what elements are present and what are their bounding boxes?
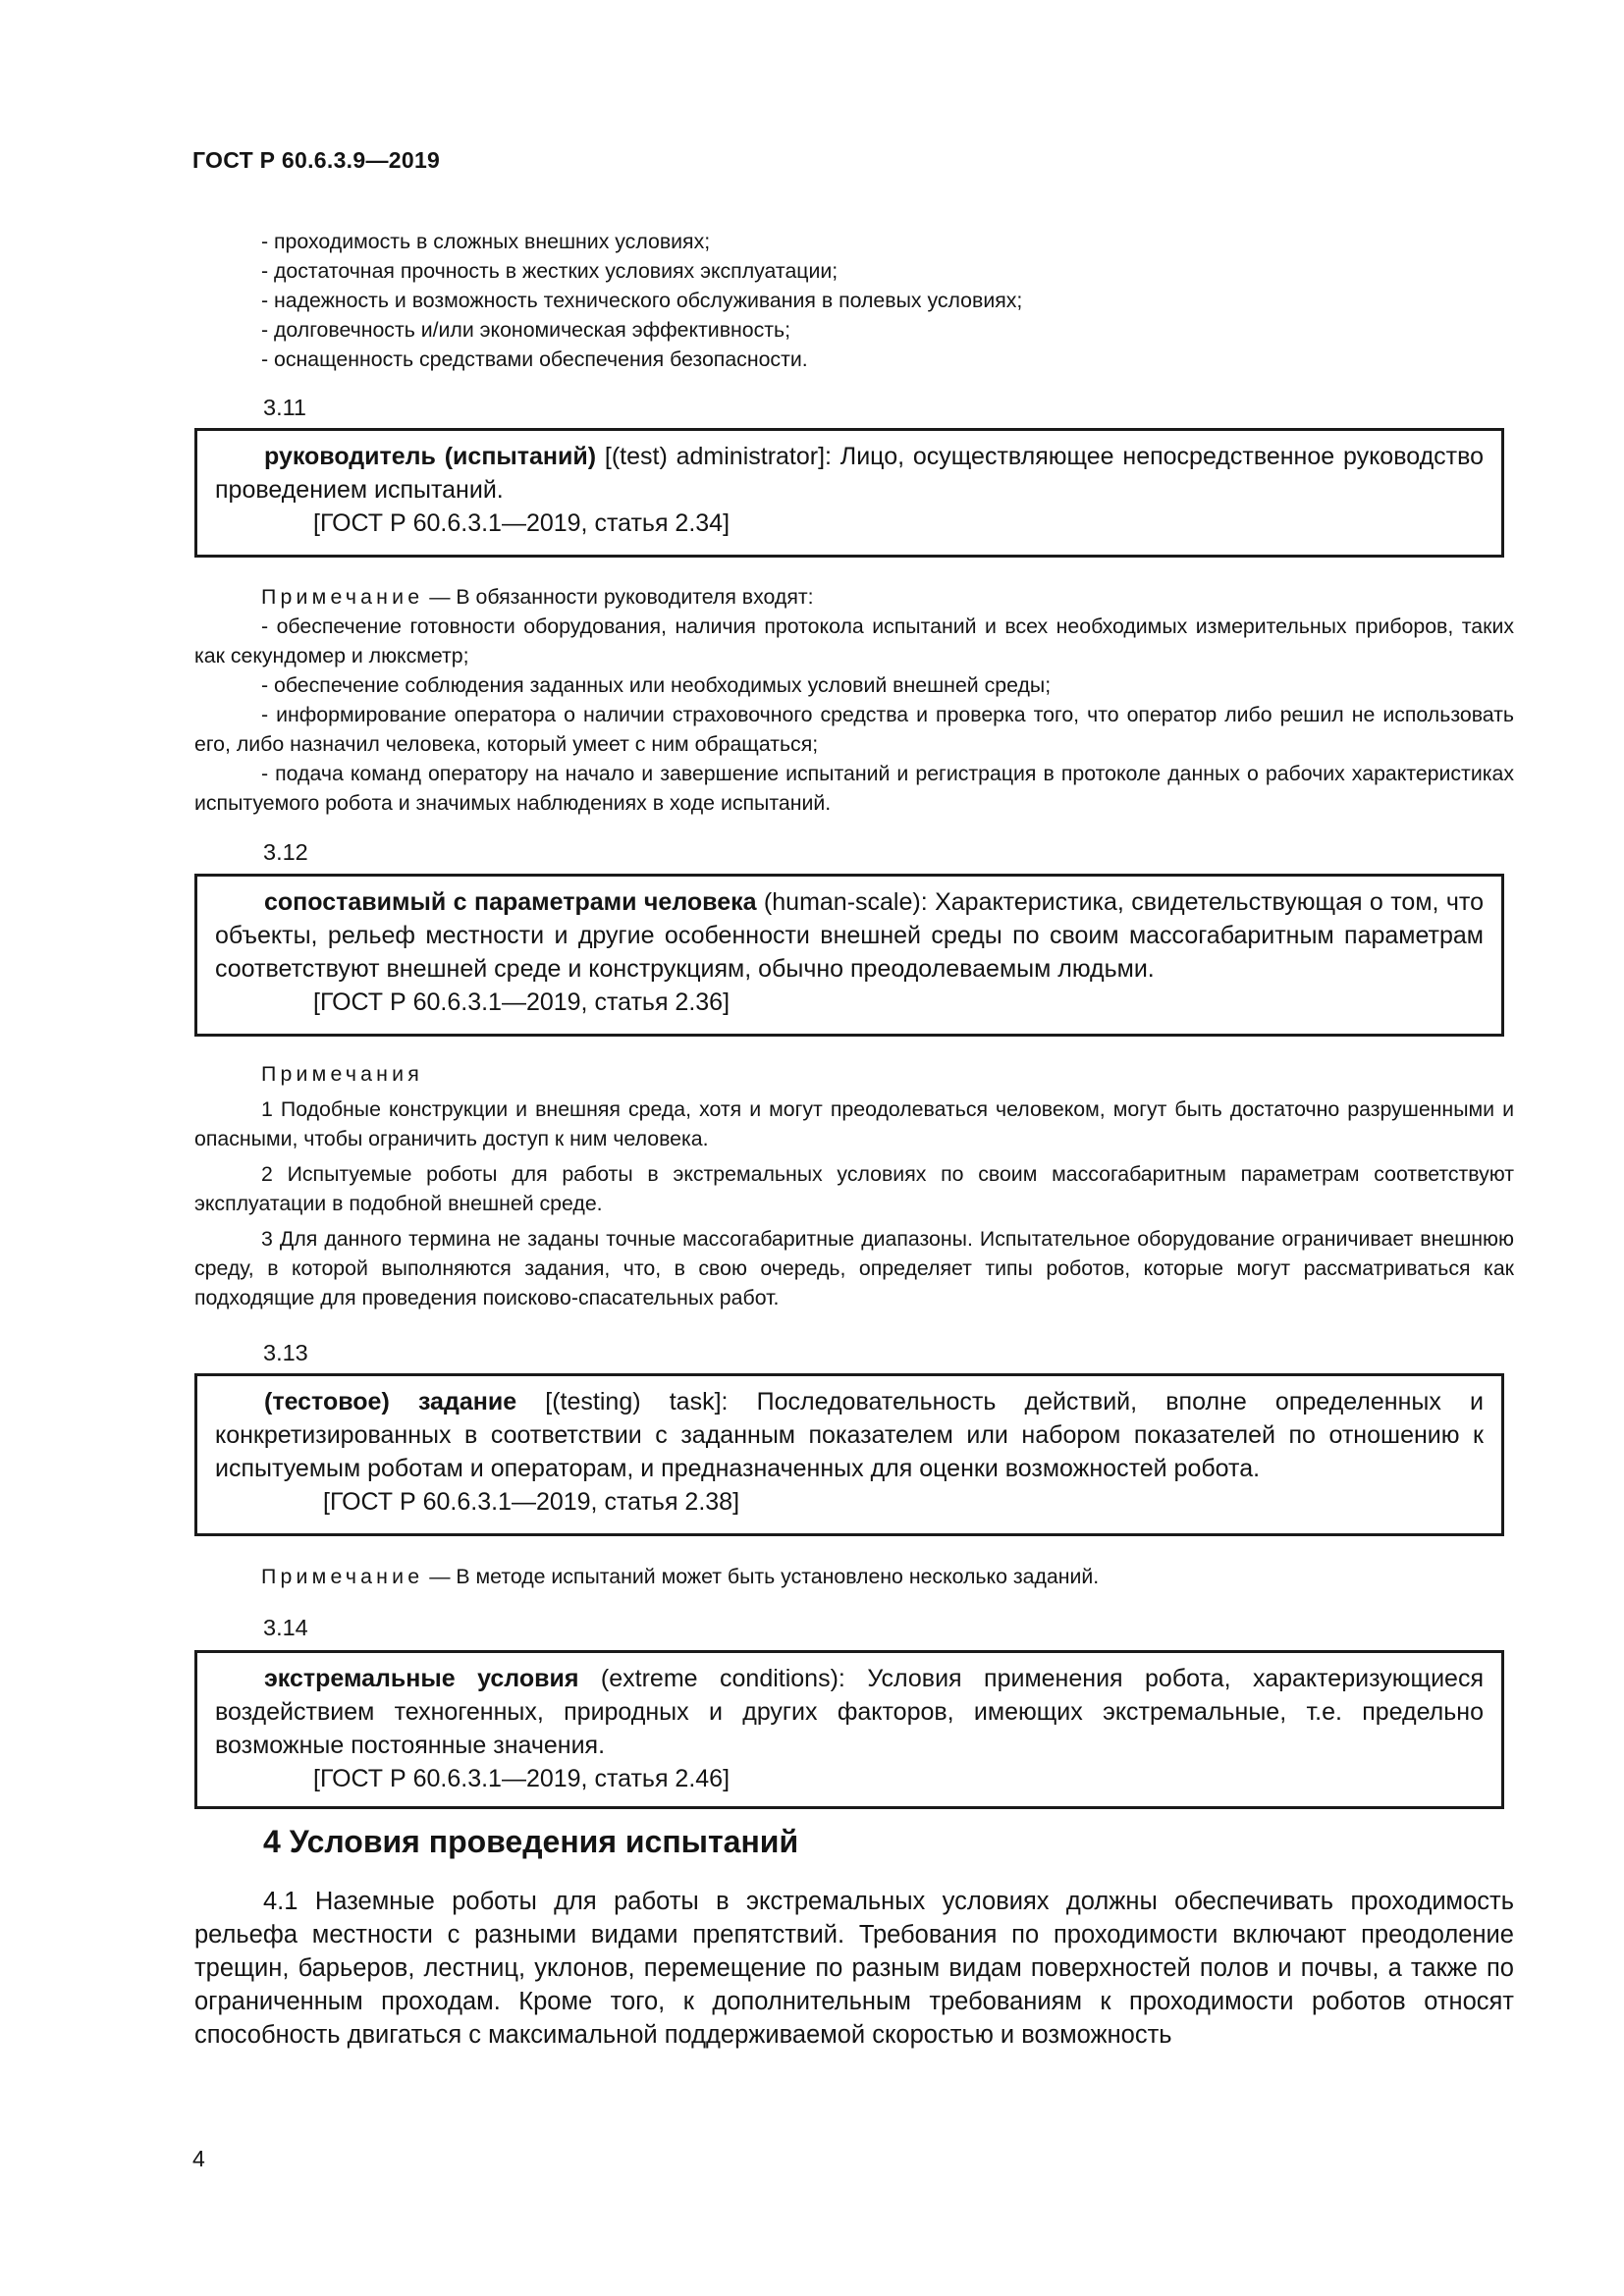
term-name: экстремальные условия (264, 1665, 579, 1692)
term-box-3-11 (194, 428, 1504, 558)
term-name: руководитель (испытаний) (264, 443, 597, 470)
note-item: 2 Испытуемые роботы для работы в экстремальных условиях по своим массогабаритным параметрам соответствуют эксплуатации в подобной внешней среде. (194, 1162, 1514, 1215)
term-source: [ГОСТ Р 60.6.3.1—2019, статья 2.36] (313, 988, 731, 1016)
list-item: - достаточная прочность в жестких условиях эксплуатации; (261, 259, 839, 283)
section-heading: 4 Условия проведения испытаний (263, 1824, 799, 1859)
note-text: — В обязанности руководителя входят: (423, 585, 814, 609)
term-definition: (extreme conditions): Условия применения робота, характеризующиеся воздействием техногенных, природных и других факторов, имеющих экстремальные, т.е. предельно возможные постоянные значения. (215, 1665, 1484, 1759)
term-source: [ГОСТ Р 60.6.3.1—2019, статья 2.34] (313, 509, 731, 537)
page-number: 4 (192, 2146, 205, 2171)
term-definition: [(testing) task]: Последовательность действий, вполне определенных и конкретизированных в соответствии с заданным показателем или набором показателей по отношению к испытуемым роботам и операторам, и предназначенных для оценки возможностей робота. (215, 1388, 1484, 1482)
term-name: (тестовое) задание (264, 1388, 517, 1415)
note-item: 3 Для данного термина не заданы точные массогабаритные диапазоны. Испытательное оборудование ограничивает внешнюю среду, в которой выполняются задания, что, в свою очередь, определяет типы роботов, которые могут рассматриваться как подходящие для проведения поисково-спасательных работ. (194, 1227, 1514, 1309)
list-item: - подача команд оператору на начало и завершение испытаний и регистрация в протоколе данных о рабочих характеристиках испытуемого робота и значимых наблюдениях в ходе испытаний. (194, 762, 1514, 815)
term-source: [ГОСТ Р 60.6.3.1—2019, статья 2.38] (323, 1488, 740, 1516)
list-item: - обеспечение готовности оборудования, наличия протокола испытаний и всех необходимых измерительных приборов, таких как секундомер и люксметр; (194, 614, 1514, 667)
term-number: 3.14 (263, 1615, 308, 1640)
document-header: ГОСТ Р 60.6.3.9—2019 (192, 147, 441, 173)
term-box-3-13 (194, 1373, 1504, 1536)
list-item: - долговечность и/или экономическая эффективность; (261, 318, 791, 342)
list-item: - информирование оператора о наличии страховочного средства и проверка того, что оператор либо решил не использовать его, либо назначил человека, который умеет с ним обращаться; (194, 703, 1514, 756)
term-box-3-12 (194, 874, 1504, 1037)
term-definition: [(test) administrator]: Лицо, осуществляющее непосредственное руководство проведением испытаний. (215, 443, 1485, 504)
note-3-13 (194, 1562, 1514, 1591)
note-3-12 (194, 1059, 1514, 1312)
term-definition: (human-scale): Характеристика, свидетельствующая о том, что объекты, рельеф местности и другие особенности внешней среды по своим массогабаритным параметрам соответствуют внешней среде и конструкциям, обычно преодолеваемым людьми. (215, 888, 1484, 983)
note-text: — В методе испытаний может быть установлено несколько заданий. (423, 1565, 1100, 1588)
list-item: - проходимость в сложных внешних условиях; (261, 230, 711, 253)
term-number: 3.13 (263, 1340, 308, 1365)
list-item: - оснащенность средствами обеспечения безопасности. (261, 347, 808, 371)
term-box-3-14 (194, 1650, 1504, 1809)
note-item: 1 Подобные конструкции и внешняя среда, хотя и могут преодолеваться человеком, могут быть достаточно разрушенными и опасными, чтобы ограничить доступ к ним человека. (194, 1097, 1514, 1150)
term-number: 3.11 (263, 395, 306, 420)
term-name: сопоставимый с параметрами человека (264, 888, 757, 916)
note-label: Примечание (261, 585, 424, 609)
list-item: - обеспечение соблюдения заданных или необходимых условий внешней среды; (261, 673, 1052, 697)
term-source: [ГОСТ Р 60.6.3.1—2019, статья 2.46] (313, 1765, 731, 1792)
paragraph-4-1: 4.1 Наземные роботы для работы в экстремальных условиях должны обеспечивать проходимость рельефа местности с разными видами препятствий. Требования по проходимости включают преодоление трещин, барьеров, лестниц, уклонов, перемещение по разным видам поверхностей полов и почвы, а также по ограниченным проходам. Кроме того, к дополнительным требованиям к проходимости роботов относят способность двигаться с максимальной поддерживаемой скоростью и возможность (194, 1888, 1514, 2049)
note-label: Примечание (261, 1565, 424, 1588)
term-number: 3.12 (263, 839, 308, 865)
note-label: Примечания (261, 1062, 423, 1086)
note-3-11 (194, 582, 1514, 818)
list-item: - надежность и возможность технического обслуживания в полевых условиях; (261, 289, 1023, 312)
intro-list (194, 227, 1514, 374)
